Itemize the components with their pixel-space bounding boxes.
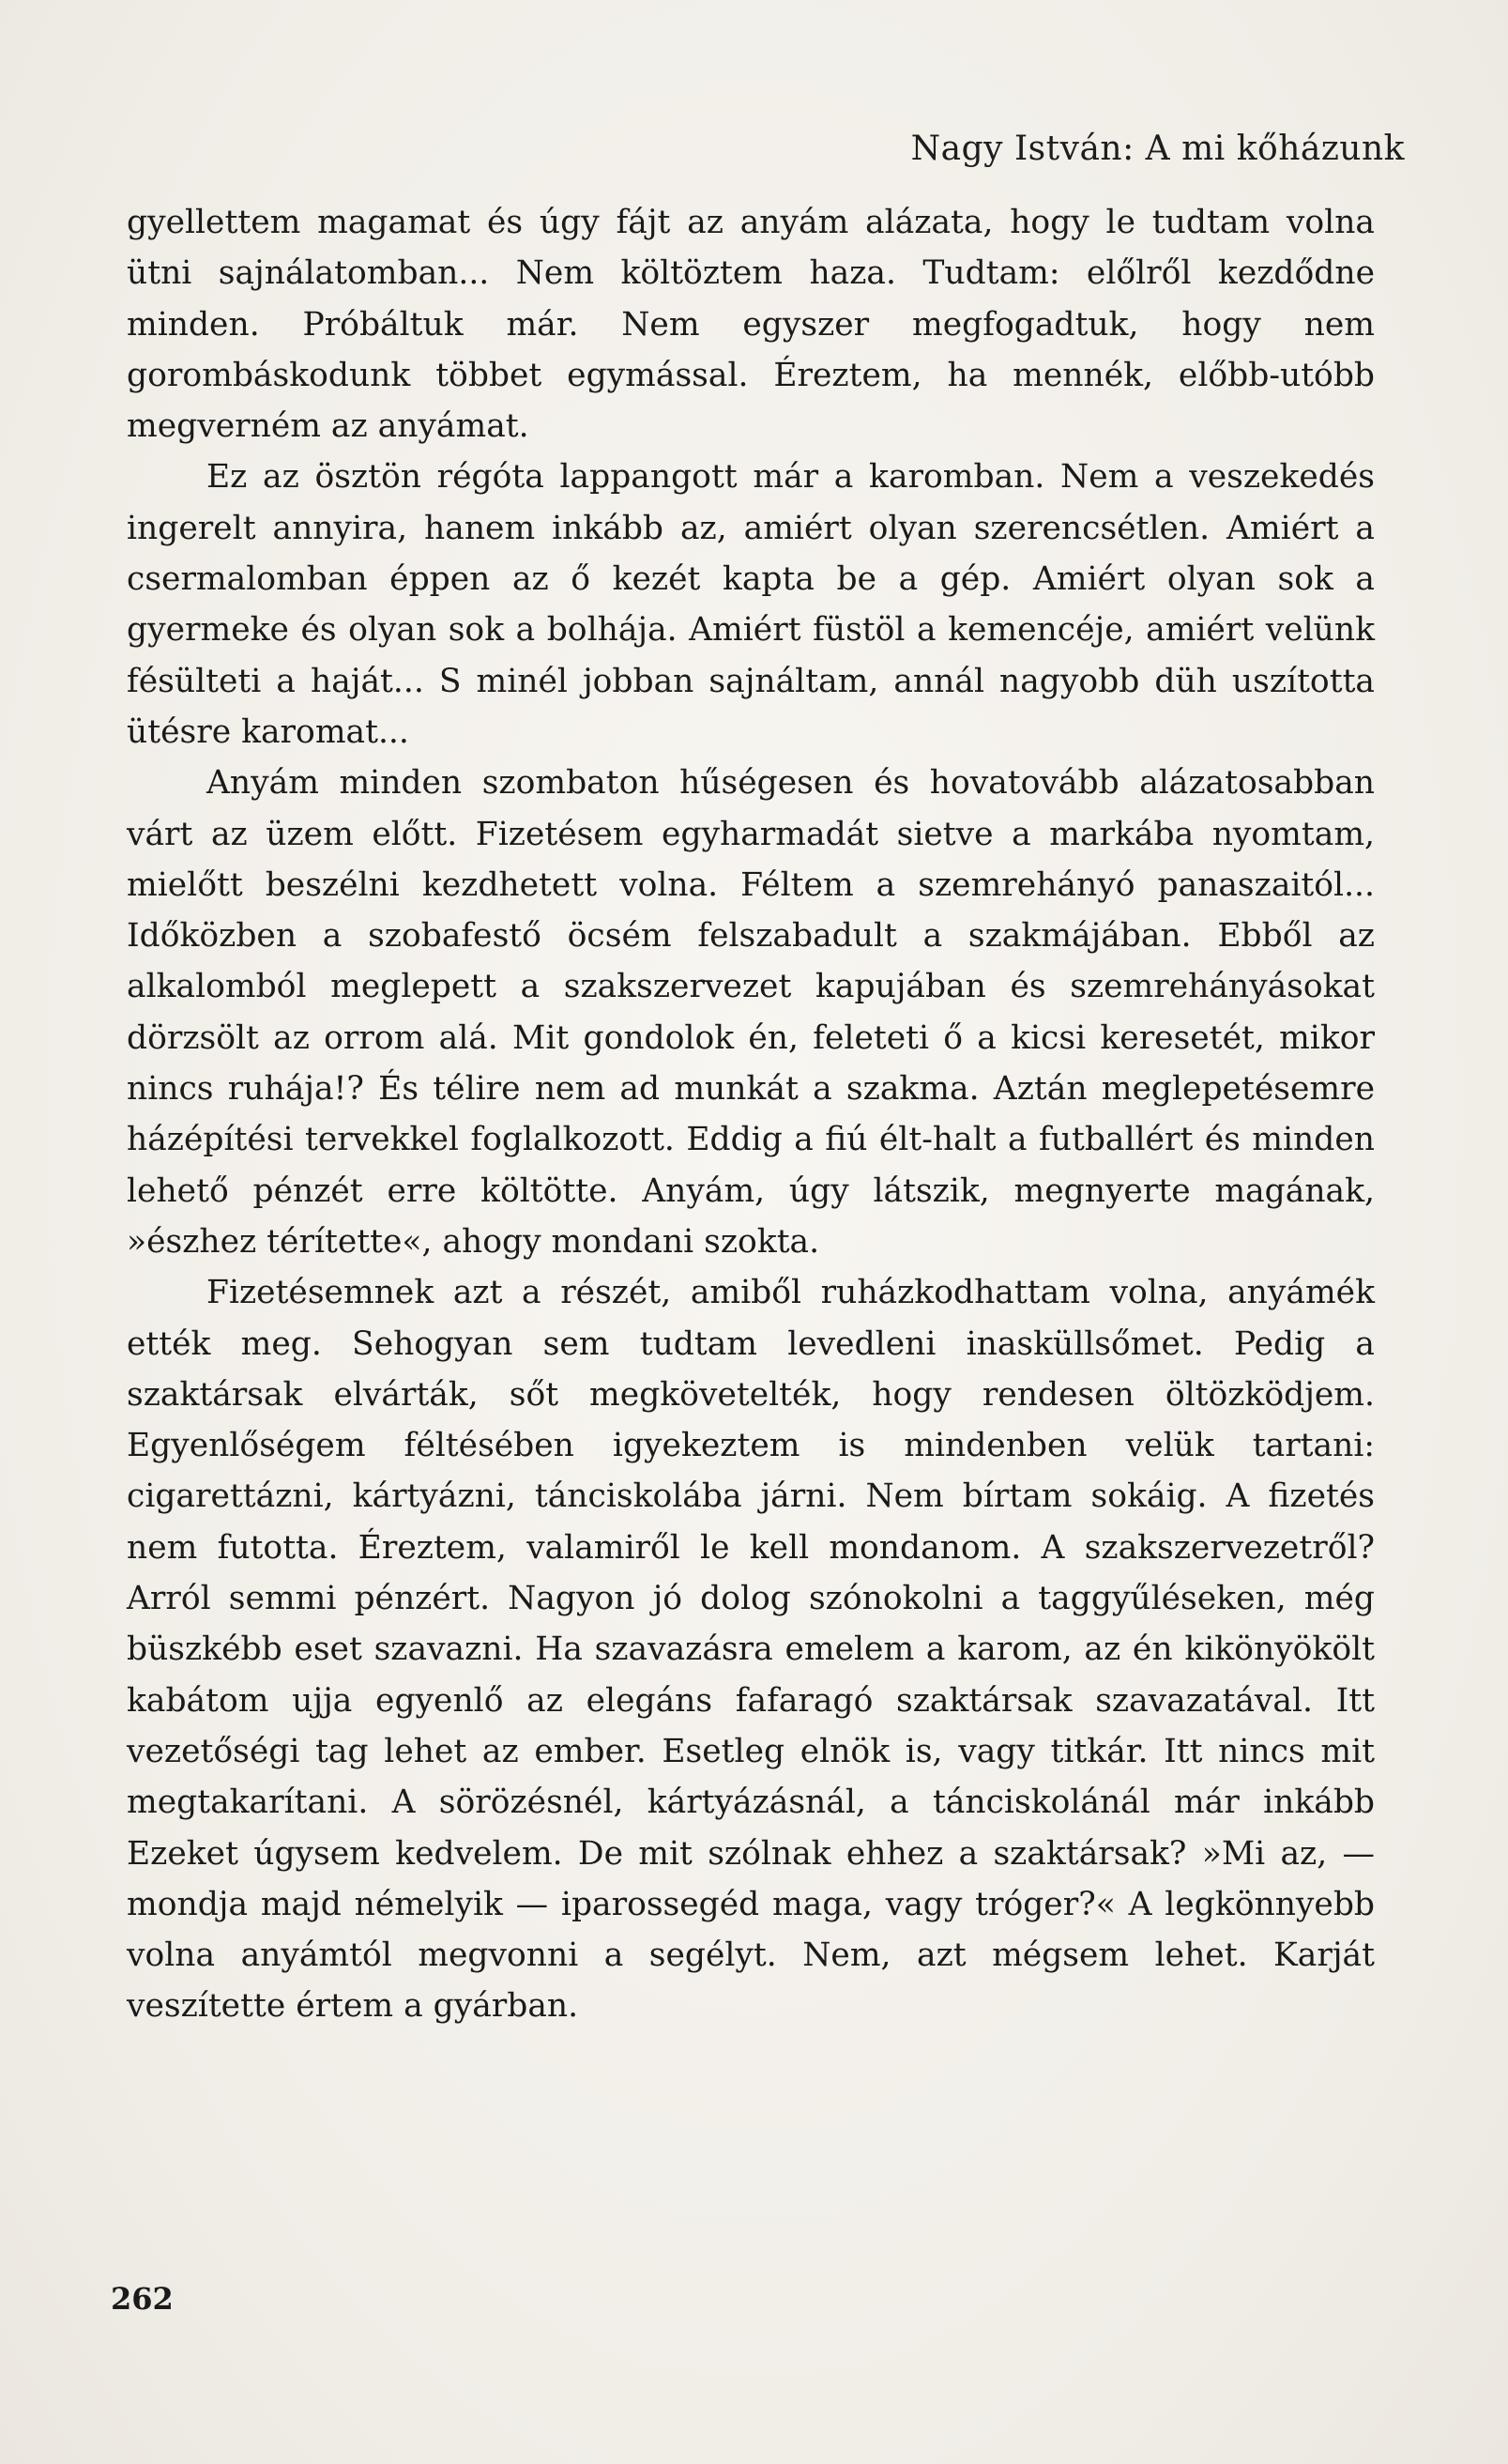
body-text [127,197,1375,2032]
paragraph: Ez az ösztön régóta lappangott már a karomban. Nem a veszekedés ingerelt annyira, hanem inkább az, amiért olyan szerencsétlen. Amiért a csermalomban éppen az ő kezét kapta be a gép. Amiért olyan sok a gyermeke és olyan sok a bolhája. Amiért füstöl a kemencéje, amiért velünk fésülteti a haját... S minél jobban sajnáltam, annál nagyobb düh uszította ütésre karomat... [127,458,1375,751]
paragraph: Anyám minden szombaton hűségesen és hovatovább alázatosabban várt az üzem előtt. Fizetésem egyharmadát sietve a markába nyomtam, mielőtt beszélni kezdhetett volna. Féltem a szemrehányó panaszaitól... Időközben a szobafestő öcsém felszabadult a szakmájában. Ebből az alkalomból meglepett a szakszervezet kapujában és szemrehányásokat dörzsölt az orrom alá. Mit gondolok én, feleteti ő a kicsi keresetét, mikor nincs ruhája!? És télire nem ad munkát a szakma. Aztán meglepetésemre házépítési tervekkel foglalkozott. Eddig a fiú élt-halt a futballért és minden lehető pénzét erre költötte. Anyám, úgy látszik, megnyerte magának, »észhez térítette«, ahogy mondani szokta. [127,764,1375,1261]
paragraph: gyellettem magamat és úgy fájt az anyám alázata, hogy le tudtam volna ütni sajnálatomban... Nem költöztem haza. Tudtam: előlről kezdődne minden. Próbáltuk már. Nem egyszer megfogadtuk, hogy nem gorombáskodunk többet egymással. Éreztem, ha mennék, előbb-utóbb megverném az anyámat. [127,204,1375,446]
paragraph: Fizetésemnek azt a részét, amiből ruházkodhattam volna, anyámék ették meg. Sehogyan sem tudtam levedleni inasküllsőmet. Pedig a szaktársak elvárták, sőt megkövetelték, hogy rendesen öltözködjem. Egyenlőségem féltésében igyekeztem is mindenben velük tartani: cigarettázni, kártyázni, tánciskolába járni. Nem bírtam sokáig. A fizetés nem futotta. Éreztem, valamiről le kell mondanom. A szakszervezetről? Arról semmi pénzért. Nagyon jó dolog szónokolni a taggyűléseken, még büszkébb eset szavazni. Ha szavazásra emelem a karom, az én kikönyökölt kabátom ujja egyenlő az elegáns fafaragó szaktársak szavazatával. Itt vezetőségi tag lehet az ember. Esetleg elnök is, vagy titkár. Itt nincs mit megtakarítani. A sörözésnél, kártyázásnál, a tánciskolánál már inkább Ezeket úgysem kedvelem. De mit szólnak ehhez a szaktársak? »Mi az, — mondja majd némelyik — iparossegéd maga, vagy tróger?« A legkönnyebb volna anyámtól megvonni a segélyt. Nem, azt mégsem lehet. Karját veszítette értem a gyárban. [127,1274,1375,2026]
running-head: Nagy István: A mi kőházunk [910,130,1405,168]
page-number: 262 [111,2281,174,2317]
